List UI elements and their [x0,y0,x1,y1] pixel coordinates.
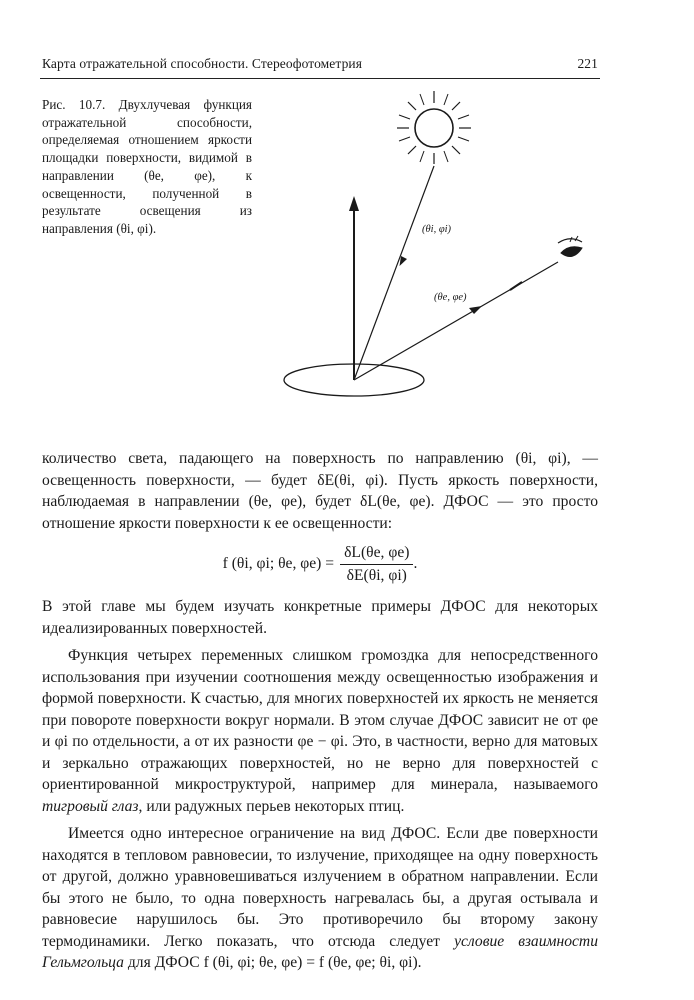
formula-period: . [413,555,418,573]
formula-denominator: δE(θi, φi) [346,566,407,584]
emitted-angle-label: (θe, φe) [434,292,467,303]
incident-angle-label: (θi, φi) [422,224,452,235]
sun-icon [397,91,471,164]
formula-lhs: f (θi, φi; θe, φe) = [222,555,335,573]
header-rule [40,78,600,79]
incident-ray [354,166,434,380]
figure-caption: Рис. 10.7. Двухлучевая функция отражательной способности, определяемая отношением яркости площадки поверхности, видимой в направлении (θe, φe), к освещенности, полученной в результате освещения из направления (θi, φi). [42,97,252,236]
paragraph-2: В этой главе мы будем изучать конкретные примеры ДФОС для некоторых идеализированных поверхностей. [42,598,598,637]
emitted-ray [354,262,558,380]
brdf-formula [42,538,598,590]
formula-fraction [340,543,413,586]
tiger-eye-term: тигровый глаз [42,797,139,815]
paragraph-4-mid: для ДФОС [123,954,200,971]
paragraph-3-end: , или радужных перьев некоторых птиц. [138,797,405,815]
body-text [42,448,598,974]
formula-numerator: δL(θe, φe) [340,543,413,565]
paragraph-3 [42,645,598,817]
page-number: 221 [577,56,598,71]
reciprocity-formula: f (θi, φi; θe, φe) = f (θe, φe; θi, φi). [203,954,422,971]
eye-icon [558,236,582,257]
paragraph-4-text: Имеется одно интересное ограничение на вид ДФОС. Если две поверхности находятся в тепловом равновесии, то излучение, приходящее на одну поверхность от другой, должно уравновешиваться излучением в обратном направлении. Если бы этого не было, то одна поверхность нагревалась бы, а другая остывала и равновесие нарушилось бы. Это противоречило бы второму закону термодинамики. Легко показать, что отсюда следует [42,825,598,950]
paragraph-4 [42,823,598,974]
paragraph-1: количество света, падающего на поверхность по направлению (θi, φi), — освещенность поверхности, — будет δE(θi, φi). Пусть яркость поверхности, наблюдаемая в направлении (θe, φe), будет δL(θe, φe). ДФОС — это просто отношение яркости поверхности к ее освещенности: [42,450,598,532]
paragraph-3-text: Функция четырех переменных слишком громоздка для непосредственного использования при изучении соотношения между освещенностью изображения и формой поверхности. К счастью, для многих поверхностей их яркость не меняется при повороте поверхности вокруг нормали. В этом случае ДФОС зависит не от φe и φi по отдельности, а от их разности φe − φi. Это, в частности, верно для матовых и зеркально отражающих поверхностей, но не верно для поверхностей с ориентированной микроструктурой, например для минерала, называемого [42,647,598,793]
normal-arrow [349,196,359,380]
helmholtz-term: условие взаимности Гельмгольца [42,932,598,971]
figure-10-7 [270,84,600,424]
running-title: Карта отражательной способности. Стереофотометрия [42,56,363,71]
